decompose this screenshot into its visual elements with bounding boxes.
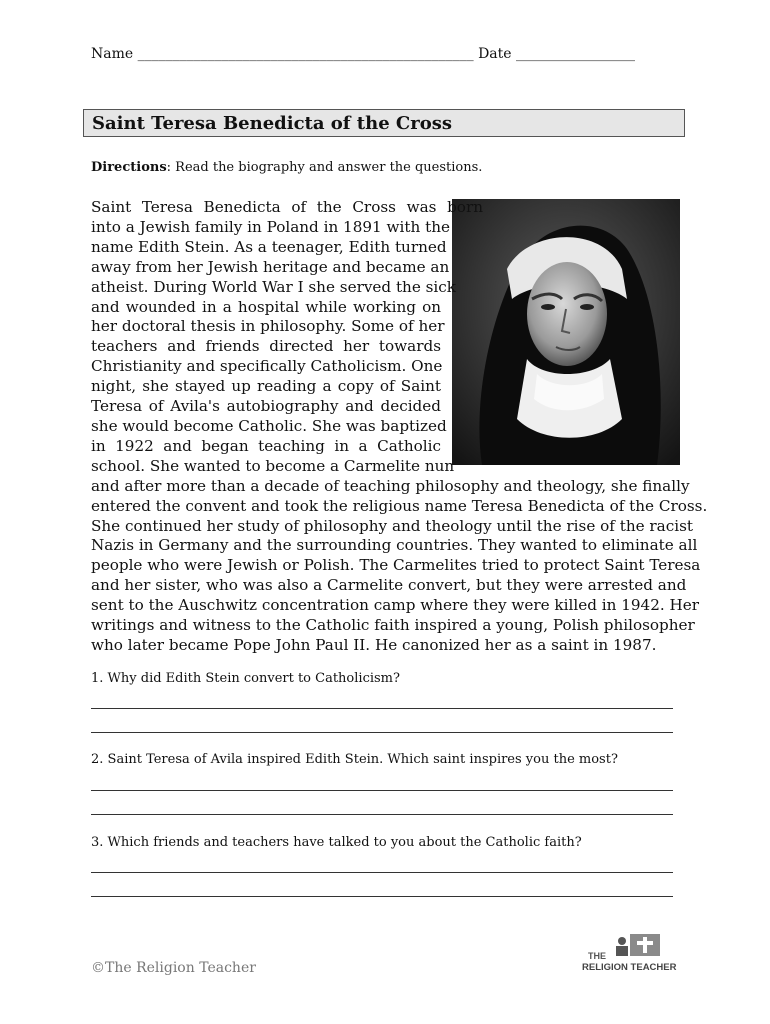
biography-line: and her sister, who was also a Carmelite convert, but they were arrested and xyxy=(91,576,687,595)
answer-line[interactable] xyxy=(91,708,673,709)
date-label: Date xyxy=(478,46,512,62)
name-date-line xyxy=(91,46,635,62)
question-1: 1. Why did Edith Stein convert to Catholicism? xyxy=(91,671,400,686)
biography-line: Nazis in Germany and the surrounding countries. They wanted to eliminate all xyxy=(91,536,698,555)
page-title: Saint Teresa Benedicta of the Cross xyxy=(92,113,452,134)
biography-line: in 1922 and began teaching in a Catholic xyxy=(91,436,441,455)
directions-text: : Read the biography and answer the questions. xyxy=(166,160,483,175)
biography-line: Teresa of Avila's autobiography and decided xyxy=(91,397,441,416)
biography-line: Christianity and specifically Catholicism. One xyxy=(91,357,443,376)
answer-line[interactable] xyxy=(91,814,673,815)
answer-line[interactable] xyxy=(91,896,673,897)
directions xyxy=(91,160,482,175)
logo-text-the: THE xyxy=(588,951,606,961)
biography-line: school. She wanted to become a Carmelite nun xyxy=(91,456,455,475)
biography-line: people who were Jewish or Polish. The Carmelites tried to protect Saint Teresa xyxy=(91,556,701,575)
answer-line[interactable] xyxy=(91,872,673,873)
biography-line: who later became Pope John Paul II. He canonized her as a saint in 1987. xyxy=(91,635,657,654)
biography-line: and wounded in a hospital while working on xyxy=(91,297,441,316)
logo-text-name: RELIGION TEACHER xyxy=(582,962,677,973)
biography-line: atheist. During World War I she served the sick xyxy=(91,277,457,296)
title-banner xyxy=(83,109,685,137)
answer-line[interactable] xyxy=(91,790,673,791)
answer-line[interactable] xyxy=(91,732,673,733)
copyright-notice: ©The Religion Teacher xyxy=(91,960,256,976)
date-blank[interactable]: _________________ xyxy=(516,46,636,62)
biography-line: entered the convent and took the religious name Teresa Benedicta of the Cross. xyxy=(91,496,708,515)
biography-line: and after more than a decade of teaching philosophy and theology, she finally xyxy=(91,476,690,495)
biography-line: Saint Teresa Benedicta of the Cross was born xyxy=(91,198,483,216)
biography-line: away from her Jewish heritage and became an xyxy=(91,257,450,276)
biography-line: She continued her study of philosophy and theology until the rise of the racist xyxy=(91,516,693,535)
question-3: 3. Which friends and teachers have talked to you about the Catholic faith? xyxy=(91,835,582,850)
biography-line: her doctoral thesis in philosophy. Some of her xyxy=(91,317,445,336)
question-2: 2. Saint Teresa of Avila inspired Edith Stein. Which saint inspires you the most? xyxy=(91,752,618,767)
biography xyxy=(91,198,708,656)
biography-line: she would become Catholic. She was baptized xyxy=(91,416,447,435)
biography-line: teachers and friends directed her towards xyxy=(91,337,441,356)
logo-mark-icon xyxy=(580,932,680,976)
biography-line: sent to the Auschwitz concentration camp where they were killed in 1942. Her xyxy=(91,596,700,615)
biography-line: name Edith Stein. As a teenager, Edith turned xyxy=(91,237,447,256)
biography-line: night, she stayed up reading a copy of Saint xyxy=(91,377,441,396)
biography-line: writings and witness to the Catholic faith inspired a young, Polish philosopher xyxy=(91,616,695,635)
directions-label: Directions xyxy=(91,160,167,175)
name-label: Name xyxy=(91,46,134,62)
biography-line: into a Jewish family in Poland in 1891 with the xyxy=(91,217,450,236)
name-blank[interactable]: ________________________________________________ xyxy=(137,46,474,62)
religion-teacher-logo xyxy=(580,932,680,976)
